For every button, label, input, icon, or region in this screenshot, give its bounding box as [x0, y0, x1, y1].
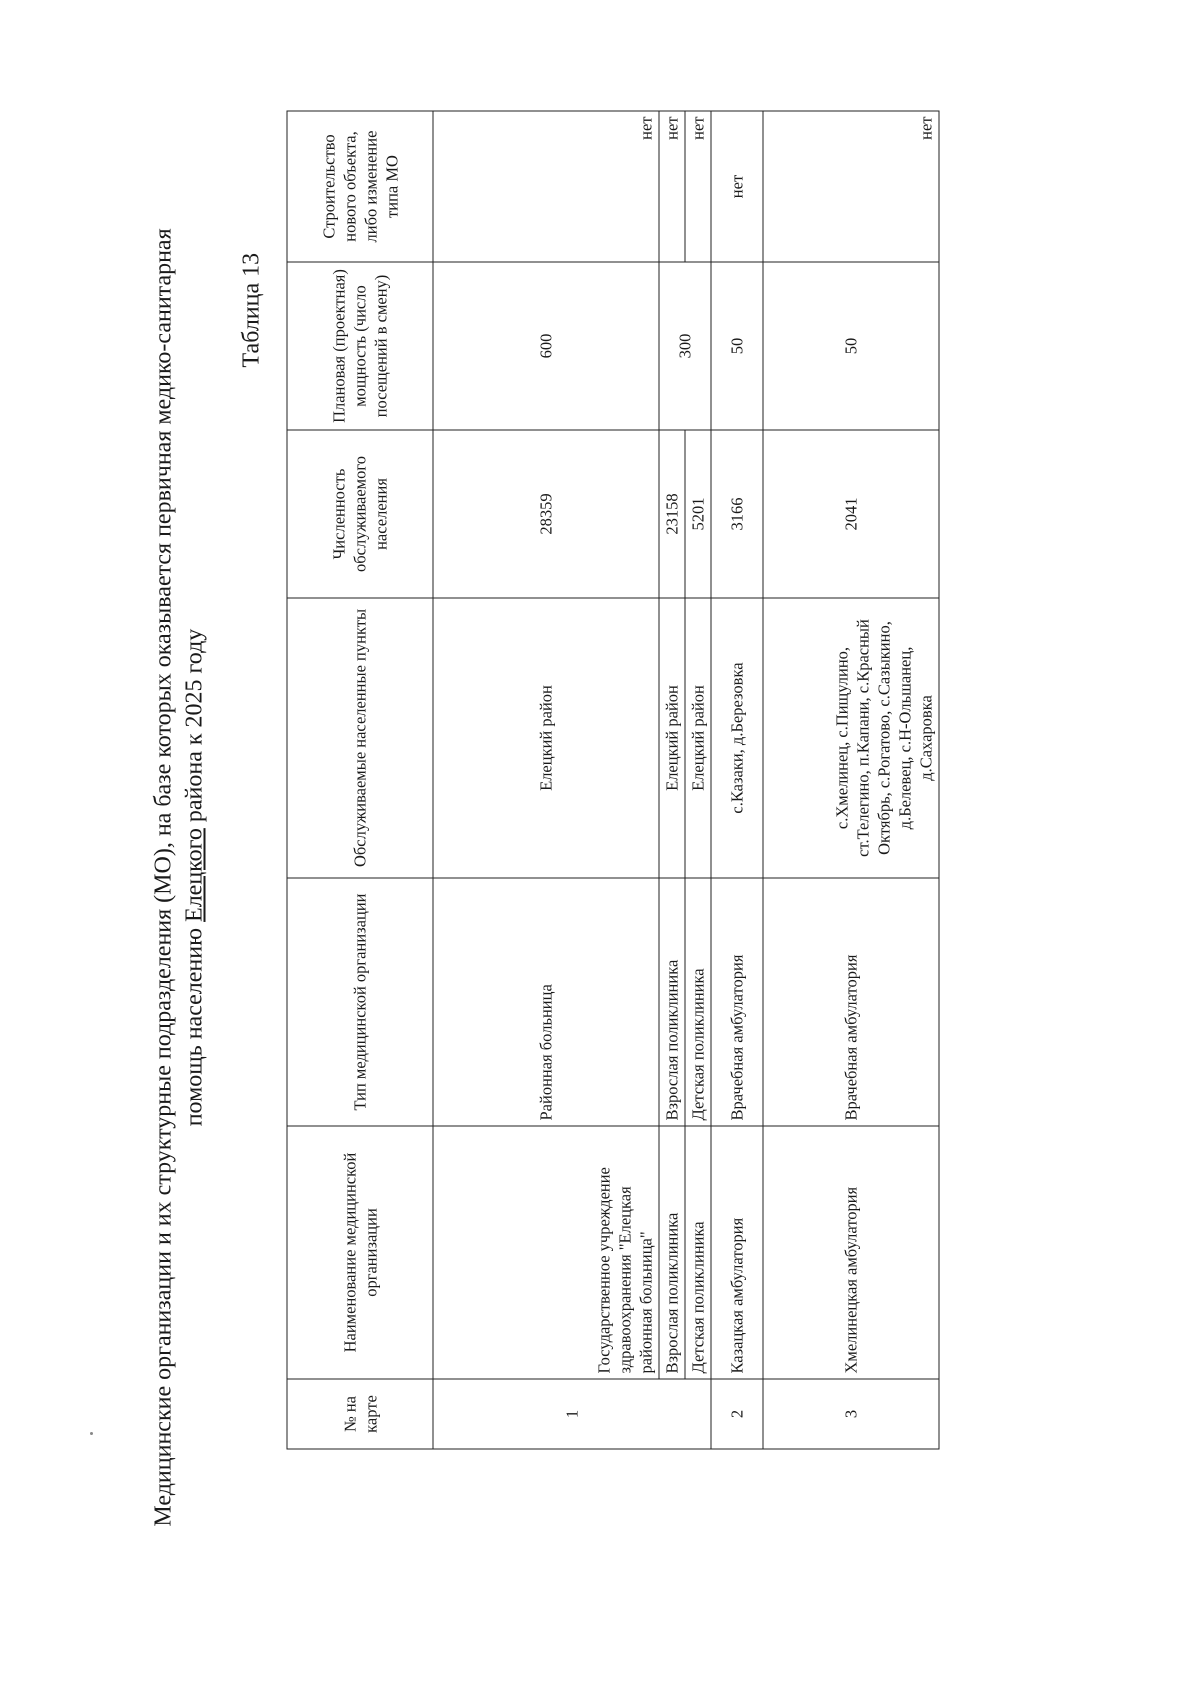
- document-title: [148, 157, 210, 1597]
- title-underlined-word: Елецкого: [181, 827, 207, 922]
- row2-type: Врачебная амбулатория: [711, 878, 763, 1126]
- header-construction: Строительство нового объекта, либо изменение типа МО: [287, 111, 433, 262]
- row1b-construction: нет: [685, 111, 711, 262]
- row1b-name: Детская поликлиника: [685, 1126, 711, 1379]
- row1-name: Государственное учреждение здравоохранения "Елецкая районная больница": [433, 1126, 659, 1379]
- row1b-type: Детская поликлиника: [685, 878, 711, 1126]
- row1-number: 1: [433, 1379, 711, 1449]
- row2-number: 2: [711, 1379, 763, 1449]
- row1a-capacity: 300: [659, 262, 711, 430]
- header-org-name: Наименование медицинской организации: [287, 1126, 433, 1379]
- row2-capacity: 50: [711, 262, 763, 430]
- scan-dot: [90, 1432, 93, 1435]
- row3-capacity: 50: [763, 262, 939, 430]
- row3-construction: нет: [763, 111, 939, 262]
- row1a-places: Елецкий район: [659, 598, 685, 878]
- title-line-2: [179, 157, 210, 1597]
- row1-capacity: 600: [433, 262, 659, 430]
- row3-number: 3: [763, 1379, 939, 1449]
- row1a-type: Взрослая поликлиника: [659, 878, 685, 1126]
- row2-population: 3166: [711, 430, 763, 598]
- header-served-places: Обслуживаемые населенные пункты: [287, 598, 433, 878]
- row1-population: 28359: [433, 430, 659, 598]
- row3-type: Врачебная амбулатория: [763, 878, 939, 1126]
- header-map-number: № на карте: [287, 1379, 433, 1449]
- table-number: Таблица 13: [238, 252, 264, 367]
- row3-population: 2041: [763, 430, 939, 598]
- table-row: [711, 111, 763, 1449]
- title-line-1: Медицинские организации и их структурные подразделения (МО), на базе которых оказывается первичная медико-санитарная: [150, 227, 176, 1527]
- row1a-name: Взрослая поликлиника: [659, 1126, 685, 1379]
- row1b-places: Елецкий район: [685, 598, 711, 878]
- row3-name: Хмелинецкая амбулатория: [763, 1126, 939, 1379]
- row1-type: Районная больница: [433, 878, 659, 1126]
- row1b-population: 5201: [685, 430, 711, 598]
- row1-construction: нет: [433, 111, 659, 262]
- table-row: [433, 111, 659, 1449]
- row1a-population: 23158: [659, 430, 685, 598]
- header-org-type: Тип медицинской организации: [287, 878, 433, 1126]
- row1a-construction: нет: [659, 111, 685, 262]
- table-row: [659, 111, 685, 1449]
- title-line-2-end: района к 2025 году: [181, 628, 207, 828]
- title-line-2-start: помощь населению: [181, 921, 207, 1126]
- table-header-row: [287, 111, 433, 1449]
- row2-places: с.Казаки, д.Березовка: [711, 598, 763, 878]
- table-row: [763, 111, 939, 1449]
- row1-places: Елецкий район: [433, 598, 659, 878]
- row2-construction: нет: [711, 111, 763, 262]
- row3-places: с.Хмелинец, с.Пищулино, ст.Телегино, п.Капани, с.Красный Октябрь, с.Рогатово, с.Сазыкино, д.Белевец, с.Н-Ольшанец, д.Сахаровка: [763, 598, 939, 878]
- header-population: Численность обслуживаемого населения: [287, 430, 433, 598]
- row2-name: Казацкая амбулатория: [711, 1126, 763, 1379]
- medical-organizations-table: [286, 110, 939, 1449]
- header-capacity: Плановая (проектная) мощность (число посещений в смену): [287, 262, 433, 430]
